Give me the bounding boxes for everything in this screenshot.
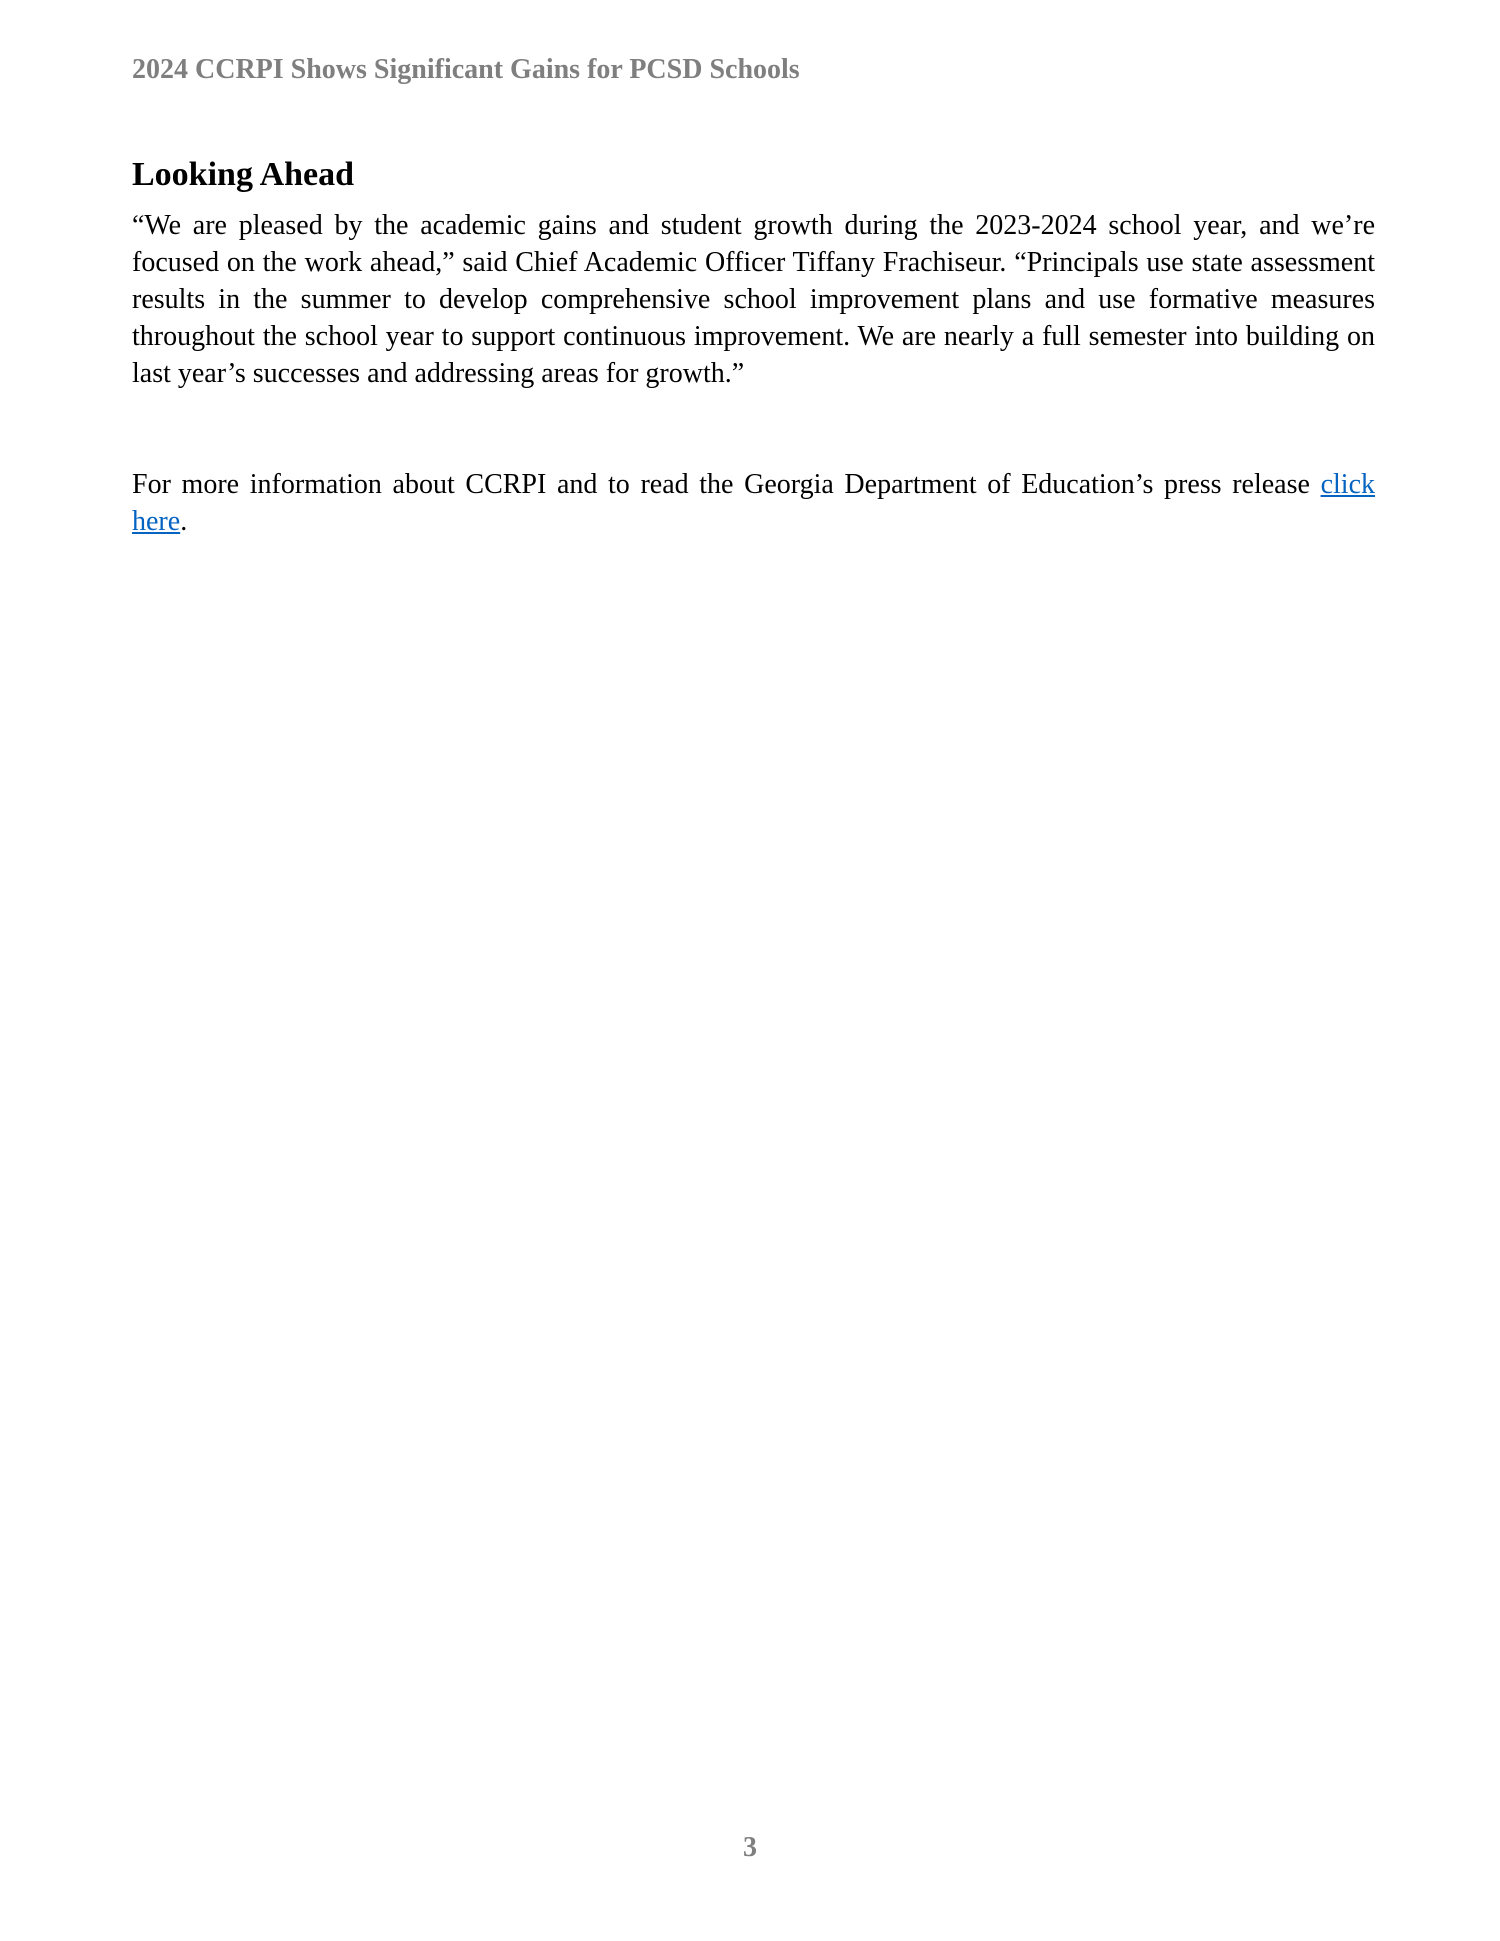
page-number: 3: [743, 1832, 757, 1863]
info-paragraph: [132, 466, 1375, 540]
quote-paragraph: “We are pleased by the academic gains and student growth during the 2023-2024 school year, and we’re focused on the work ahead,” said Chief Academic Officer Tiffany Frachiseur. “Principals use state assessment results in the summer to develop comprehensive school improvement plans and use formative measures throughout the school year to support continuous improvement. We are nearly a full semester into building on last year’s successes and addressing areas for growth.”: [132, 210, 1375, 389]
info-paragraph-text: For more information about CCRPI and to read the Georgia Department of Education’s press release: [132, 469, 1321, 500]
page-content: [132, 153, 1375, 540]
press-release-link[interactable]: click here: [132, 469, 1375, 537]
info-paragraph-end: .: [180, 506, 188, 537]
running-header: 2024 CCRPI Shows Significant Gains for PCSD Schools: [132, 54, 800, 85]
section-heading: Looking Ahead: [132, 156, 355, 193]
